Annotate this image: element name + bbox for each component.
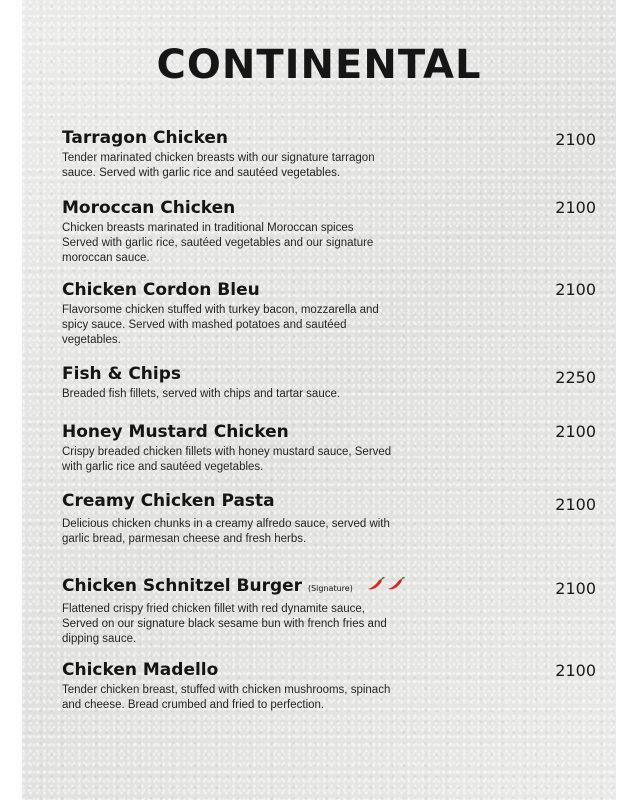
item-price: 2250 bbox=[555, 368, 596, 387]
item-price: 2100 bbox=[555, 280, 596, 299]
item-description: Tender marinated chicken breasts with our signature tarragon sauce. Served with garlic rice and sautéed vegetables. bbox=[62, 152, 375, 179]
menu-item bbox=[62, 575, 592, 647]
item-name-row bbox=[62, 575, 592, 600]
menu-item bbox=[62, 279, 592, 348]
item-description: Chicken breasts marinated in traditional Moroccan spices Served with garlic rice, sautéed vegetables and our signature moroccan sauce. bbox=[62, 222, 374, 264]
item-price: 2100 bbox=[555, 661, 596, 680]
item-name: Fish & Chips bbox=[62, 364, 182, 384]
item-name: Chicken Madello bbox=[62, 660, 219, 680]
item-name: Honey Mustard Chicken bbox=[62, 422, 289, 442]
menu-item bbox=[62, 127, 592, 181]
item-price: 2100 bbox=[555, 422, 596, 441]
item-name: Tarragon Chicken bbox=[62, 128, 228, 148]
item-price: 2100 bbox=[555, 130, 596, 149]
menu-item bbox=[62, 421, 592, 475]
item-description: Crispy breaded chicken fillets with honey mustard sauce, Served with garlic rice and sautéed vegetables. bbox=[62, 446, 392, 473]
item-name: Chicken Schnitzel Burger bbox=[62, 576, 303, 596]
item-description: Flavorsome chicken stuffed with turkey bacon, mozzarella and spicy sauce. Served with mashed potatoes and sautéed vegetables. bbox=[62, 304, 379, 346]
item-name: Chicken Cordon Bleu bbox=[62, 280, 260, 300]
chili-pepper-icon bbox=[367, 575, 385, 597]
menu-item bbox=[62, 490, 592, 547]
item-price: 2100 bbox=[555, 495, 596, 514]
item-description: Tender chicken breast, stuffed with chicken mushrooms, spinach and cheese. Bread crumbed and fried to perfection. bbox=[62, 684, 391, 711]
item-name: Moroccan Chicken bbox=[62, 198, 236, 218]
item-price: 2100 bbox=[555, 198, 596, 217]
chili-pepper-icon bbox=[387, 575, 405, 597]
menu-item bbox=[62, 197, 592, 266]
item-description: Flattened crispy fried chicken fillet with red dynamite sauce, Served on our signature black sesame bun with french fries and dipping sauce. bbox=[62, 603, 387, 645]
menu-title: CONTINENTAL bbox=[156, 42, 482, 88]
item-price: 2100 bbox=[555, 579, 596, 598]
menu-item bbox=[62, 659, 592, 713]
item-description: Breaded fish fillets, served with chips and tartar sauce. bbox=[62, 388, 341, 400]
menu-item bbox=[62, 363, 592, 402]
item-name: Creamy Chicken Pasta bbox=[62, 491, 275, 511]
item-description: Delicious chicken chunks in a creamy alfredo sauce, served with garlic bread, parmesan cheese and fresh herbs. bbox=[62, 518, 390, 545]
signature-note: (Signature) bbox=[307, 584, 353, 593]
